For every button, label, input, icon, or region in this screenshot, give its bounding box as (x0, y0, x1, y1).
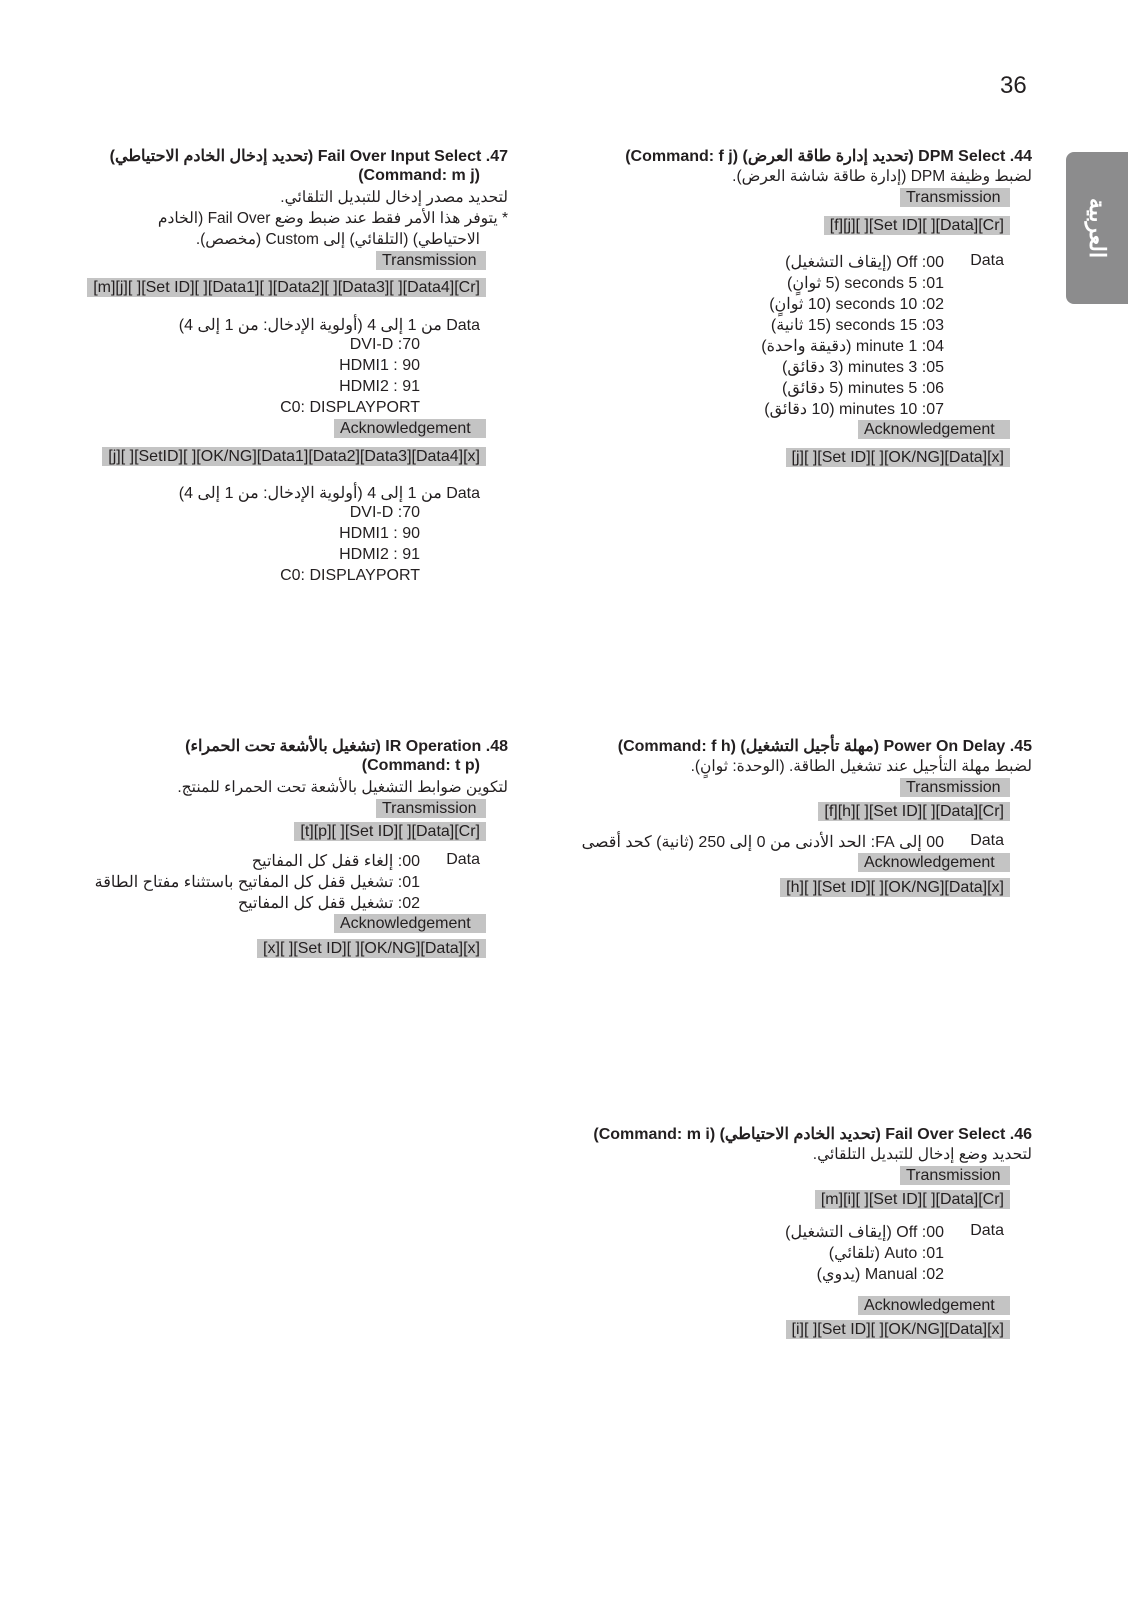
data-option: 00: Off (إيقاف التشغيل) (785, 254, 944, 271)
section-ir-operation (94, 736, 508, 966)
page-number: 36 (1000, 72, 1027, 99)
section-title: 47. Fail Over Input Select (تحديد إدخال الخادم الاحتياطي) (109, 148, 508, 165)
acknowledgement-label: Acknowledgement (334, 419, 486, 438)
section-command: (Command: m j) (358, 167, 480, 184)
section-dpm-select (620, 146, 1032, 476)
data-option: 00: إلغاء قفل كل المفاتيح (251, 853, 420, 870)
ack-data-option: 90 : HDMI1 (339, 525, 420, 542)
data-option: 01: تشغيل قفل كل المفاتيح باستثناء مفتاح الطاقة (94, 874, 420, 891)
data-option: 00: Off (إيقاف التشغيل) (785, 1224, 944, 1241)
section-title: 44. DPM Select (تحديد إدارة طاقة العرض) (Command: f j) (625, 148, 1032, 165)
section-description: لتكوين ضوابط التشغيل بالأشعة تحت الحمراء للمنتج. (177, 779, 508, 796)
acknowledgement-command: [j][ ][Set ID][ ][OK/NG][Data][x] (786, 448, 1011, 467)
acknowledgement-command: [h][ ][Set ID][ ][OK/NG][Data][x] (780, 878, 1010, 897)
data-option: 70: DVI-D (349, 336, 420, 353)
section-title: 45. Power On Delay (مهلة تأجيل التشغيل) (Command: f h) (617, 738, 1032, 755)
acknowledgement-command: [j][ ][SetID][ ][OK/NG][Data1][Data2][Data3][Data4][x] (102, 447, 486, 466)
section-description: لضبط وظيفة DPM (إدارة طاقة شاشة العرض). (732, 168, 1032, 185)
transmission-command: [m][j][ ][Set ID][ ][Data1][ ][Data2][ ][Data3][ ][Data4][Cr] (87, 278, 486, 297)
ack-data-option: 91 : HDMI2 (339, 546, 420, 563)
transmission-label: Transmission (900, 1166, 1010, 1185)
transmission-command: [f][j][ ][Set ID][ ][Data][Cr] (824, 216, 1010, 235)
ack-data-option: C0: DISPLAYPORT (280, 567, 420, 584)
acknowledgement-label: Acknowledgement (858, 420, 1010, 439)
section-title: 46. Fail Over Select (تحديد الخادم الاحتياطي) (Command: m i) (593, 1126, 1032, 1143)
transmission-label: Transmission (376, 251, 486, 270)
transmission-command: [f][h][ ][Set ID][ ][Data][Cr] (818, 802, 1010, 821)
acknowledgement-label: Acknowledgement (858, 1296, 1010, 1315)
data-option: 02: تشغيل قفل كل المفاتيح (237, 895, 420, 912)
acknowledgement-command: [i][ ][Set ID][ ][OK/NG][Data][x] (786, 1320, 1011, 1339)
acknowledgement-label: Acknowledgement (334, 914, 486, 933)
data-label: Data (446, 851, 480, 868)
section-note: * يتوفر هذا الأمر فقط عند ضبط وضع Fail Over (الخادم (157, 210, 508, 227)
transmission-command: [m][i][ ][Set ID][ ][Data][Cr] (815, 1190, 1010, 1209)
ack-data-description: Data من 1 إلى 4 (أولوية الإدخال: من 1 إلى 4) (178, 485, 480, 502)
data-option: 01: 5 seconds (5 ثوانٍ) (786, 275, 944, 292)
language-tab-label: العربية (1085, 197, 1110, 259)
section-description: لتحديد مصدر إدخال للتبديل التلقائي. (280, 189, 508, 206)
transmission-command: [t][p][ ][Set ID][ ][Data][Cr] (294, 822, 486, 841)
section-power-on-delay (581, 736, 1032, 906)
transmission-label: Transmission (376, 799, 486, 818)
transmission-label: Transmission (900, 188, 1010, 207)
section-title: 48. IR Operation (تشغيل بالأشعة تحت الحمراء) (185, 738, 508, 755)
language-tab (1066, 152, 1128, 304)
data-description: Data من 1 إلى 4 (أولوية الإدخال: من 1 إلى 4) (178, 317, 480, 334)
data-option: 05: 3 minutes (3 دقائق) (782, 359, 944, 376)
data-option: 07: 10 minutes (10 دقائق) (764, 401, 944, 418)
section-description: لضبط مهلة التأجيل عند تشغيل الطاقة. (الوحدة: ثوانٍ). (690, 758, 1032, 775)
data-option: 02: Manual (يدوي) (816, 1266, 944, 1283)
data-option: 00 إلى FA: الحد الأدنى من 0 إلى 250 (ثانية) كحد أقصى (581, 834, 944, 851)
transmission-label: Transmission (900, 778, 1010, 797)
section-fail-over-input-select (56, 146, 508, 596)
acknowledgement-command: [x][ ][Set ID][ ][OK/NG][Data][x] (257, 939, 486, 958)
data-option: 01: Auto (تلقائي) (828, 1245, 944, 1262)
data-option: 02: 10 seconds (10 ثوانٍ) (769, 296, 944, 313)
ack-data-option: 70: DVI-D (349, 504, 420, 521)
data-option: C0: DISPLAYPORT (280, 399, 420, 416)
section-fail-over-select (593, 1124, 1032, 1344)
data-label: Data (970, 832, 1004, 849)
data-label: Data (970, 252, 1004, 269)
data-option: 04: 1 minute (دقيقة واحدة) (761, 338, 944, 355)
section-description: لتحديد وضع إدخال للتبديل التلقائي. (812, 1146, 1032, 1163)
data-label: Data (970, 1222, 1004, 1239)
data-option: 03: 15 seconds (15 ثانية) (770, 317, 944, 334)
section-note: الاحتياطي) (التلقائي) إلى Custom (مخصص). (195, 231, 480, 248)
data-option: 91 : HDMI2 (339, 378, 420, 395)
acknowledgement-label: Acknowledgement (858, 853, 1010, 872)
data-option: 06: 5 minutes (5 دقائق) (782, 380, 944, 397)
section-command: (Command: t p) (361, 757, 480, 774)
data-option: 90 : HDMI1 (339, 357, 420, 374)
